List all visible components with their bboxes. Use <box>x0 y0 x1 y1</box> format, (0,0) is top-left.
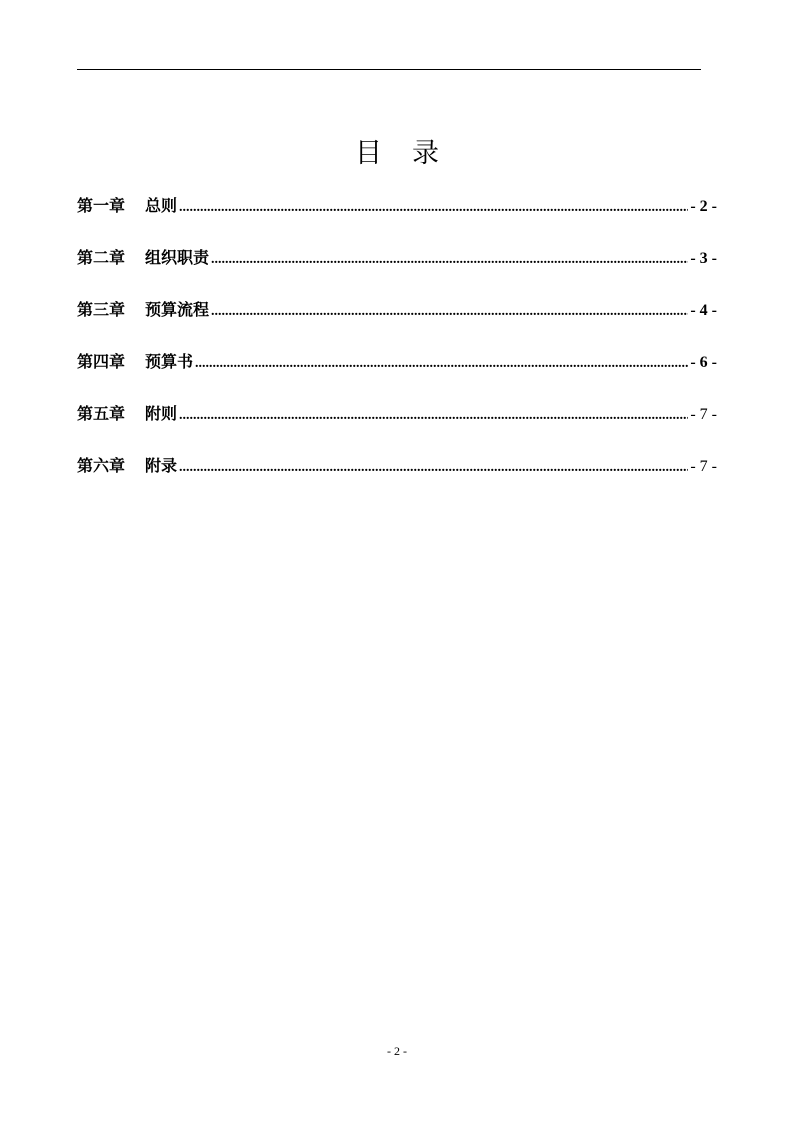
toc-chapter-label: 第四章 <box>77 352 126 371</box>
toc-page-number: - 3 - <box>690 250 717 267</box>
toc-page-number: - 7 - <box>690 406 717 423</box>
toc-page-number: - 4 - <box>690 302 717 319</box>
toc-chapter-label: 第五章 <box>77 404 126 423</box>
toc-page-number: - 6 - <box>690 354 717 371</box>
toc-entry-chapter-5[interactable] <box>77 401 717 427</box>
toc-heading: 预算书 <box>145 352 194 371</box>
toc-chapter-label: 第六章 <box>77 456 126 475</box>
header-rule <box>77 69 701 70</box>
toc-heading: 预算流程 <box>145 300 210 319</box>
toc-chapter-label: 第二章 <box>77 248 126 267</box>
toc-dot-leader <box>179 193 688 221</box>
toc-dot-leader <box>195 349 688 377</box>
toc-page-number: - 2 - <box>690 198 717 215</box>
toc-entry-chapter-2[interactable] <box>77 245 717 271</box>
toc-heading: 附则 <box>145 404 178 423</box>
toc-entry-chapter-6[interactable] <box>77 453 717 479</box>
toc-chapter-label: 第三章 <box>77 300 126 319</box>
toc-heading: 附录 <box>145 456 178 475</box>
toc-title-char-1: 目 <box>355 138 382 169</box>
toc-list <box>77 193 717 505</box>
footer-page-number: - 2 - <box>387 1044 407 1058</box>
toc-title <box>0 134 794 174</box>
toc-dot-leader <box>211 245 688 273</box>
toc-page-number: - 7 - <box>690 458 717 475</box>
toc-heading: 总则 <box>145 196 178 215</box>
toc-dot-leader <box>211 297 688 325</box>
toc-chapter-label: 第一章 <box>77 196 126 215</box>
toc-title-char-2: 录 <box>412 138 439 169</box>
toc-entry-chapter-3[interactable] <box>77 297 717 323</box>
toc-dot-leader <box>179 453 688 481</box>
toc-heading: 组织职责 <box>145 248 210 267</box>
toc-dot-leader <box>179 401 688 429</box>
toc-entry-chapter-4[interactable] <box>77 349 717 375</box>
toc-entry-chapter-1[interactable] <box>77 193 717 219</box>
